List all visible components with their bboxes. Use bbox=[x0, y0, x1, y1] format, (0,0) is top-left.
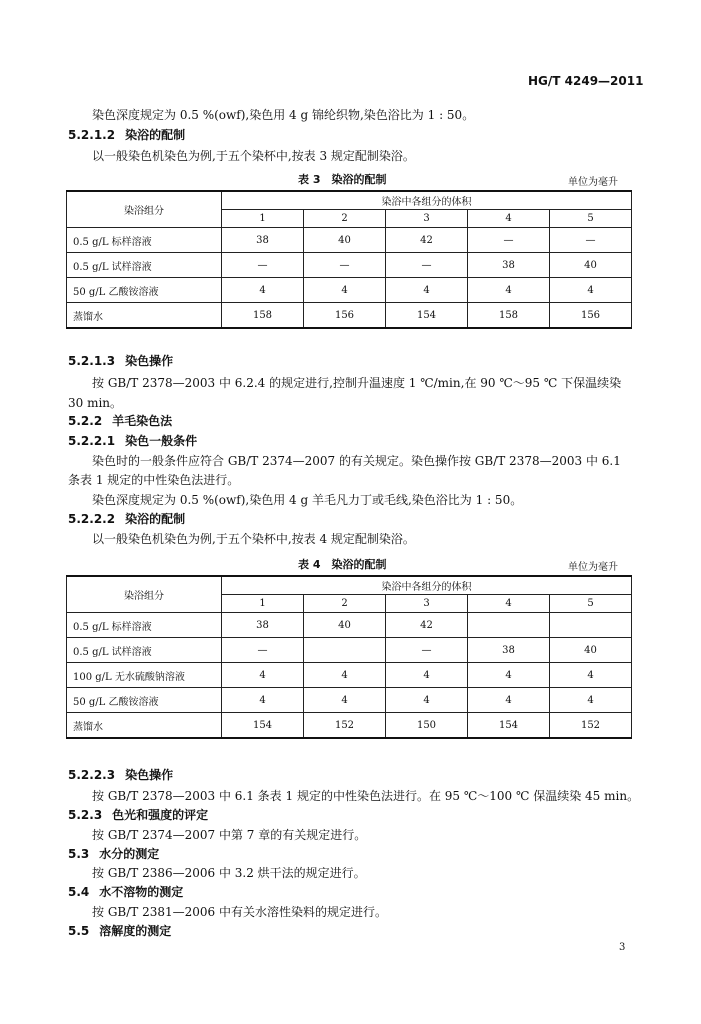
table4-col-5: 5 bbox=[550, 595, 632, 613]
section-title: 染色操作 bbox=[125, 768, 174, 782]
row-label: 50 g/L 乙酸铵溶液 bbox=[67, 688, 222, 713]
paragraph-5-2-1-3-line2: 30 min。 bbox=[68, 396, 123, 410]
section-number: 5.2.3 bbox=[68, 808, 103, 822]
cell: — bbox=[304, 253, 386, 278]
paragraph-5-2-2-1-line3: 染色深度规定为 0.5 %(owf),染色用 4 g 羊毛凡力丁或毛线,染色浴比为 1 : 50。 bbox=[92, 493, 523, 507]
row-label: 100 g/L 无水硫酸钠溶液 bbox=[67, 663, 222, 688]
cell: 154 bbox=[468, 713, 550, 739]
section-5-3 bbox=[68, 845, 159, 862]
table4-unit: 单位为毫升 bbox=[568, 562, 618, 573]
paragraph-5-4: 按 GB/T 2381—2006 中有关水溶性染料的规定进行。 bbox=[92, 905, 387, 919]
table-row bbox=[67, 253, 632, 278]
section-number: 5.4 bbox=[68, 885, 90, 899]
table3-row-header: 染浴组分 bbox=[67, 191, 222, 228]
section-title: 染色一般条件 bbox=[125, 434, 198, 448]
cell: 156 bbox=[550, 303, 632, 329]
paragraph-5-2-2-1-line1: 染色时的一般条件应符合 GB/T 2374—2007 的有关规定。染色操作按 GB/T 2378—2003 中 6.1 bbox=[92, 454, 621, 468]
standard-number: HG/T 4249—2011 bbox=[528, 74, 644, 88]
section-5-2-2-2 bbox=[68, 510, 185, 527]
row-label: 0.5 g/L 试样溶液 bbox=[67, 638, 222, 663]
table-row bbox=[67, 638, 632, 663]
table4-col-3: 3 bbox=[386, 595, 468, 613]
cell: 154 bbox=[386, 303, 468, 329]
cell: 4 bbox=[222, 278, 304, 303]
table4-col-1: 1 bbox=[222, 595, 304, 613]
cell: 152 bbox=[550, 713, 632, 739]
section-5-2-1-2 bbox=[68, 126, 185, 143]
section-5-2-2 bbox=[68, 412, 172, 429]
table3-col-2: 2 bbox=[304, 210, 386, 228]
table3-col-4: 4 bbox=[468, 210, 550, 228]
cell: 4 bbox=[386, 278, 468, 303]
page-number: 3 bbox=[619, 942, 626, 953]
table3-col-group: 染浴中各组分的体积 bbox=[222, 191, 632, 210]
table4-col-4: 4 bbox=[468, 595, 550, 613]
cell: — bbox=[386, 638, 468, 663]
cell: 40 bbox=[304, 228, 386, 253]
cell: 4 bbox=[468, 663, 550, 688]
cell: 38 bbox=[222, 613, 304, 638]
section-5-2-2-3 bbox=[68, 766, 173, 783]
table3-col-3: 3 bbox=[386, 210, 468, 228]
section-title: 水不溶物的测定 bbox=[99, 885, 184, 899]
cell: 4 bbox=[304, 688, 386, 713]
cell: 158 bbox=[468, 303, 550, 329]
table-4 bbox=[66, 575, 632, 739]
cell: — bbox=[550, 228, 632, 253]
cell: 4 bbox=[222, 663, 304, 688]
row-label: 0.5 g/L 试样溶液 bbox=[67, 253, 222, 278]
cell: 4 bbox=[222, 688, 304, 713]
cell: 154 bbox=[222, 713, 304, 739]
cell: 4 bbox=[468, 688, 550, 713]
cell: — bbox=[468, 228, 550, 253]
paragraph-5-2-2-3: 按 GB/T 2378—2003 中 6.1 条表 1 规定的中性染色法进行。在 95 ℃～100 ℃ 保温续染 45 min。 bbox=[92, 789, 640, 803]
cell: 4 bbox=[550, 688, 632, 713]
section-number: 5.2.1.2 bbox=[68, 128, 116, 142]
table-row bbox=[67, 613, 632, 638]
section-5-2-1-3 bbox=[68, 352, 173, 369]
cell: 4 bbox=[386, 663, 468, 688]
table3-col-1: 1 bbox=[222, 210, 304, 228]
table-row bbox=[67, 303, 632, 329]
table-row bbox=[67, 663, 632, 688]
cell: 156 bbox=[304, 303, 386, 329]
paragraph-5-2-3: 按 GB/T 2374—2007 中第 7 章的有关规定进行。 bbox=[92, 828, 367, 842]
row-label: 50 g/L 乙酸铵溶液 bbox=[67, 278, 222, 303]
section-number: 5.2.1.3 bbox=[68, 354, 116, 368]
table4-col-2: 2 bbox=[304, 595, 386, 613]
cell: 38 bbox=[222, 228, 304, 253]
row-label: 蒸馏水 bbox=[67, 713, 222, 739]
table-row bbox=[67, 688, 632, 713]
cell: 42 bbox=[386, 613, 468, 638]
table3-unit: 单位为毫升 bbox=[568, 177, 618, 188]
table-row bbox=[67, 713, 632, 739]
cell: 4 bbox=[304, 278, 386, 303]
table-3 bbox=[66, 190, 632, 329]
row-label: 0.5 g/L 标样溶液 bbox=[67, 613, 222, 638]
section-number: 5.2.2.2 bbox=[68, 512, 116, 526]
cell: 150 bbox=[386, 713, 468, 739]
section-5-2-3 bbox=[68, 806, 208, 823]
section-title: 羊毛染色法 bbox=[112, 414, 173, 428]
cell bbox=[550, 613, 632, 638]
cell bbox=[304, 638, 386, 663]
table-row bbox=[67, 228, 632, 253]
cell: 4 bbox=[386, 688, 468, 713]
table4-caption: 表 4 染浴的配制 bbox=[298, 558, 387, 571]
section-5-5 bbox=[68, 922, 171, 939]
paragraph-dye-depth-nylon: 染色深度规定为 0.5 %(owf),染色用 4 g 锦纶织物,染色浴比为 1 : 50。 bbox=[92, 108, 475, 122]
section-title: 染浴的配制 bbox=[125, 512, 186, 526]
section-number: 5.2.2.3 bbox=[68, 768, 116, 782]
cell: 4 bbox=[550, 278, 632, 303]
cell: 4 bbox=[468, 278, 550, 303]
cell: 4 bbox=[550, 663, 632, 688]
cell: — bbox=[222, 638, 304, 663]
cell: 40 bbox=[550, 253, 632, 278]
section-title: 色光和强度的评定 bbox=[112, 808, 209, 822]
row-label: 蒸馏水 bbox=[67, 303, 222, 329]
paragraph-5-2-1-2: 以一般染色机染色为例,于五个染杯中,按表 3 规定配制染浴。 bbox=[92, 149, 415, 163]
section-5-4 bbox=[68, 883, 183, 900]
table-row bbox=[67, 278, 632, 303]
cell: — bbox=[386, 253, 468, 278]
cell: 38 bbox=[468, 253, 550, 278]
section-5-2-2-1 bbox=[68, 432, 197, 449]
table4-row-header: 染浴组分 bbox=[67, 576, 222, 613]
cell: 152 bbox=[304, 713, 386, 739]
paragraph-5-2-2-2: 以一般染色机染色为例,于五个染杯中,按表 4 规定配制染浴。 bbox=[92, 532, 415, 546]
paragraph-5-2-1-3-line1: 按 GB/T 2378—2003 中 6.2.4 的规定进行,控制升温速度 1 ℃/min,在 90 ℃～95 ℃ 下保温续染 bbox=[92, 376, 622, 390]
section-title: 染色操作 bbox=[125, 354, 174, 368]
cell: 40 bbox=[550, 638, 632, 663]
section-number: 5.2.2.1 bbox=[68, 434, 116, 448]
section-number: 5.2.2 bbox=[68, 414, 103, 428]
cell: 40 bbox=[304, 613, 386, 638]
cell: 38 bbox=[468, 638, 550, 663]
cell: 42 bbox=[386, 228, 468, 253]
section-title: 染浴的配制 bbox=[125, 128, 186, 142]
table4-col-group: 染浴中各组分的体积 bbox=[222, 576, 632, 595]
section-title: 溶解度的测定 bbox=[99, 924, 172, 938]
table3-caption: 表 3 染浴的配制 bbox=[298, 173, 387, 186]
table3-col-5: 5 bbox=[550, 210, 632, 228]
cell: 4 bbox=[304, 663, 386, 688]
cell: — bbox=[222, 253, 304, 278]
section-number: 5.5 bbox=[68, 924, 90, 938]
section-number: 5.3 bbox=[68, 847, 90, 861]
section-title: 水分的测定 bbox=[99, 847, 160, 861]
paragraph-5-2-2-1-line2: 条表 1 规定的中性染色法进行。 bbox=[68, 473, 240, 487]
cell: 158 bbox=[222, 303, 304, 329]
row-label: 0.5 g/L 标样溶液 bbox=[67, 228, 222, 253]
cell bbox=[468, 613, 550, 638]
paragraph-5-3: 按 GB/T 2386—2006 中 3.2 烘干法的规定进行。 bbox=[92, 866, 366, 880]
